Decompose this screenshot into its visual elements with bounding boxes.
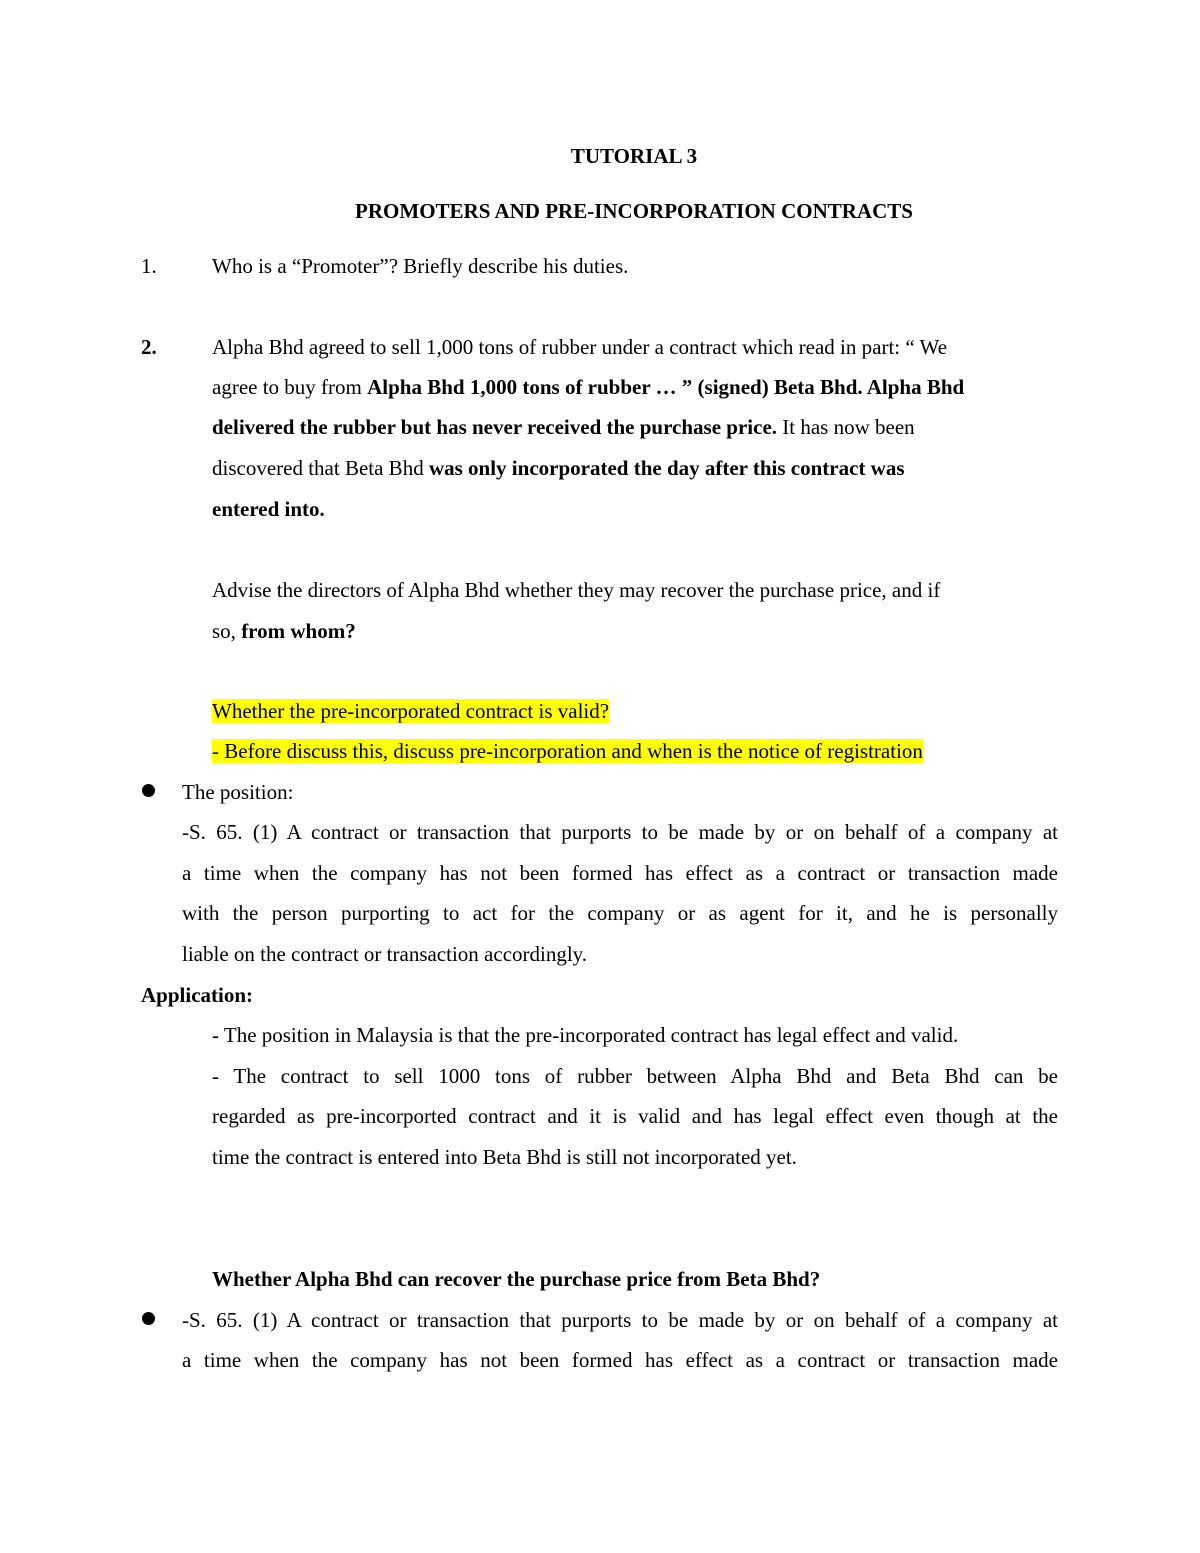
question-2-line-3: delivered the rubber but has never received the purchase price. It has now been bbox=[212, 415, 915, 439]
advise-line-1: Advise the directors of Alpha Bhd whether they may recover the purchase price, and if bbox=[212, 578, 941, 602]
position-statute-line-3: with the person purporting to act for the company or as agent for it, and he is personally bbox=[182, 901, 1058, 925]
advise-line-2: so, from whom? bbox=[212, 619, 356, 643]
application-point-2-line-1: - The contract to sell 1000 tons of rubber between Alpha Bhd and Beta Bhd can be bbox=[212, 1064, 1058, 1088]
question-2-line-4: discovered that Beta Bhd was only incorporated the day after this contract was bbox=[212, 456, 905, 480]
application-point-2-line-3: time the contract is entered into Beta Bhd is still not incorporated yet. bbox=[212, 1145, 797, 1169]
application-point-1: - The position in Malaysia is that the pre-incorporated contract has legal effect and valid. bbox=[212, 1023, 959, 1047]
question-2-line-5: entered into. bbox=[212, 497, 325, 521]
question-2-line-2: agree to buy from Alpha Bhd 1,000 tons of rubber … ” (signed) Beta Bhd. Alpha Bhd bbox=[212, 375, 965, 399]
issue-2-question: Whether Alpha Bhd can recover the purchase price from Beta Bhd? bbox=[212, 1267, 821, 1291]
issue-2-statute-line-2: a time when the company has not been formed has effect as a contract or transaction made bbox=[182, 1348, 1058, 1372]
question-2-line-1: Alpha Bhd agreed to sell 1,000 tons of rubber under a contract which read in part: “ We bbox=[212, 335, 948, 359]
position-statute-line-4: liable on the contract or transaction accordingly. bbox=[182, 942, 588, 966]
question-2-number: 2. bbox=[141, 335, 157, 359]
bullet-icon bbox=[142, 784, 155, 797]
issue-1-question: Whether the pre-incorporated contract is valid? bbox=[212, 699, 610, 723]
page-subtitle: PROMOTERS AND PRE-INCORPORATION CONTRACTS bbox=[355, 199, 913, 223]
page-title: TUTORIAL 3 bbox=[570, 144, 698, 168]
position-label: The position: bbox=[182, 780, 294, 804]
issue-2-statute-line-1: -S. 65. (1) A contract or transaction that purports to be made by or on behalf of a company at bbox=[182, 1308, 1058, 1332]
issue-1-note: - Before discuss this, discuss pre-incorporation and when is the notice of registration bbox=[212, 739, 923, 763]
question-1-number: 1. bbox=[141, 254, 157, 278]
position-statute-line-1: -S. 65. (1) A contract or transaction that purports to be made by or on behalf of a company at bbox=[182, 820, 1058, 844]
application-label: Application: bbox=[141, 983, 254, 1007]
position-statute-line-2: a time when the company has not been formed has effect as a contract or transaction made bbox=[182, 861, 1058, 885]
bullet-icon bbox=[142, 1312, 155, 1325]
question-1-text: Who is a “Promoter”? Briefly describe his duties. bbox=[212, 254, 629, 278]
application-point-2-line-2: regarded as pre-incorported contract and it is valid and has legal effect even though at the bbox=[212, 1104, 1058, 1128]
